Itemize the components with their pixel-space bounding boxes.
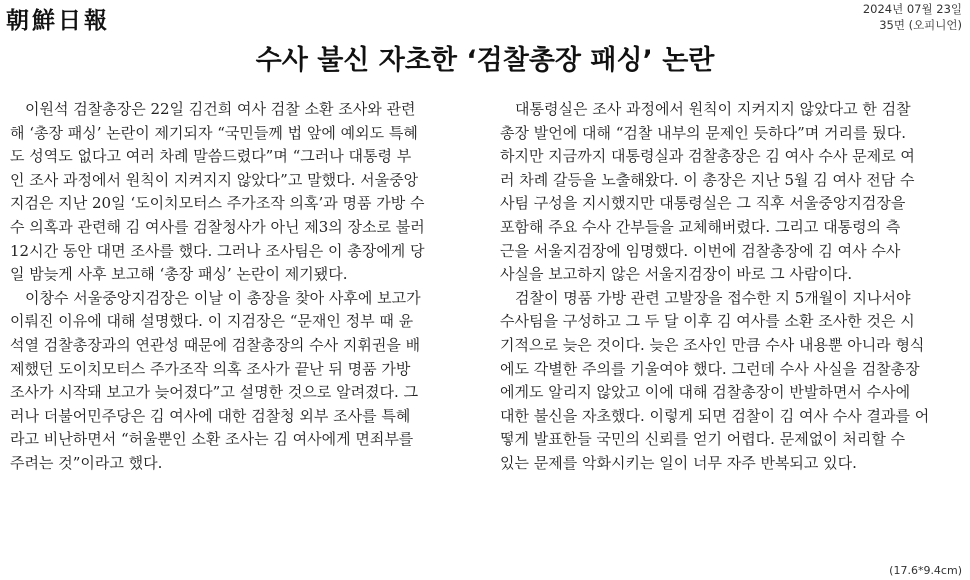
text-line: 떻게 발표한들 국민의 신뢰를 얻기 어렵다. 문제없이 처리할 수 bbox=[500, 430, 906, 449]
article-size-note: (17.6*9.4cm) bbox=[889, 564, 962, 577]
article-column-left bbox=[10, 98, 450, 476]
text-line: 사실을 보고하지 않은 서울지검장이 바로 그 사람이다. bbox=[500, 265, 853, 284]
text-line: 이뤄진 이유에 대해 설명했다. 이 지검장은 “문재인 정부 때 윤 bbox=[10, 312, 414, 331]
text-line: 라고 비난하면서 “허울뿐인 소환 조사는 김 여사에게 면죄부를 bbox=[10, 430, 414, 449]
publication-date: 2024년 07월 23일 bbox=[862, 2, 962, 16]
article-column-right bbox=[500, 98, 940, 476]
text-line: 대통령실은 조사 과정에서 원칙이 지켜지지 않았다고 한 검찰 bbox=[500, 100, 911, 118]
text-line: 석열 검찰총장과의 연관성 때문에 검찰총장의 수사 지휘권을 배 bbox=[10, 335, 421, 354]
newspaper-logo: 朝鮮日報 bbox=[6, 7, 110, 34]
text-line: 에게도 알리지 않았고 이에 대해 검찰총장이 반발하면서 수사에 bbox=[500, 383, 911, 402]
text-line: 인 조사 과정에서 원칙이 지켜지지 않았다”고 말했다. 서울중앙 bbox=[10, 170, 419, 189]
text-line: 해 ‘총장 패싱’ 논란이 제기되자 “국민들께 법 앞에 예외도 특혜 bbox=[10, 123, 418, 142]
text-line: 이원석 검찰총장은 22일 김건희 여사 검찰 소환 조사와 관련 bbox=[10, 100, 416, 118]
headline: 수사 불신 자초한 ‘검찰총장 패싱’ 논란 bbox=[255, 45, 715, 76]
text-line: 총장 발언에 대해 “검찰 내부의 문제인 듯하다”며 거리를 뒀다. bbox=[500, 123, 907, 142]
text-line: 일 밤늦게 사후 보고해 ‘총장 패싱’ 논란이 제기됐다. bbox=[10, 265, 348, 284]
text-line: 에도 각별한 주의를 기울여야 했다. 그런데 수사 사실을 검찰총장 bbox=[500, 359, 920, 378]
text-line: 포함해 주요 수사 간부들을 교체해버렸다. 그리고 대통령의 측 bbox=[500, 217, 901, 236]
text-line: 러나 더불어민주당은 김 여사에 대한 검찰청 외부 조사를 특혜 bbox=[10, 406, 411, 425]
text-line: 12시간 동안 대면 조사를 했다. 그러나 조사팀은 이 총장에게 당 bbox=[10, 241, 425, 260]
text-line: 기적으로 늦은 것이다. 늦은 조사인 만큼 수사 내용뿐 아니라 형식 bbox=[500, 335, 925, 354]
text-line: 수사팀을 구성하고 그 두 달 이후 김 여사를 소환 조사한 것은 시 bbox=[500, 312, 915, 331]
page-section: 35면 (오피니언) bbox=[879, 18, 962, 32]
text-line: 검찰이 명품 가방 관련 고발장을 접수한 지 5개월이 지나서야 bbox=[500, 288, 911, 307]
text-line: 지검은 지난 20일 ‘도이치모터스 주가조작 의혹’과 명품 가방 수 bbox=[10, 194, 425, 213]
publication-meta bbox=[863, 1, 962, 33]
text-line: 이창수 서울중앙지검장은 이날 이 총장을 찾아 사후에 보고가 bbox=[10, 288, 421, 307]
text-line: 제했던 도이치모터스 주가조작 의혹 조사가 끝난 뒤 명품 가방 bbox=[10, 359, 411, 378]
text-line: 수 의혹과 관련해 김 여사를 검찰청사가 아닌 제3의 장소로 불러 bbox=[10, 217, 425, 236]
text-line: 조사가 시작돼 보고가 늦어졌다”고 설명한 것으로 알려졌다. 그 bbox=[10, 383, 419, 402]
text-line: 대한 불신을 자초했다. 이렇게 되면 검찰이 김 여사 수사 결과를 어 bbox=[500, 406, 930, 425]
text-line: 사팀 구성을 지시했지만 대통령실은 그 직후 서울중앙지검장을 bbox=[500, 194, 906, 213]
text-line: 하지만 지금까지 대통령실과 검찰총장은 김 여사 수사 문제로 여 bbox=[500, 147, 915, 166]
text-line: 도 성역도 없다고 여러 차례 말씀드렸다”며 “그러나 대통령 부 bbox=[10, 147, 412, 166]
text-line: 주려는 것”이라고 했다. bbox=[10, 453, 163, 472]
text-line: 있는 문제를 악화시키는 일이 너무 자주 반복되고 있다. bbox=[500, 453, 857, 472]
text-line: 근을 서울지검장에 임명했다. 이번에 검찰총장에 김 여사 수사 bbox=[500, 241, 901, 260]
text-line: 러 차례 갈등을 노출해왔다. 이 총장은 지난 5월 김 여사 전담 수 bbox=[500, 170, 915, 189]
